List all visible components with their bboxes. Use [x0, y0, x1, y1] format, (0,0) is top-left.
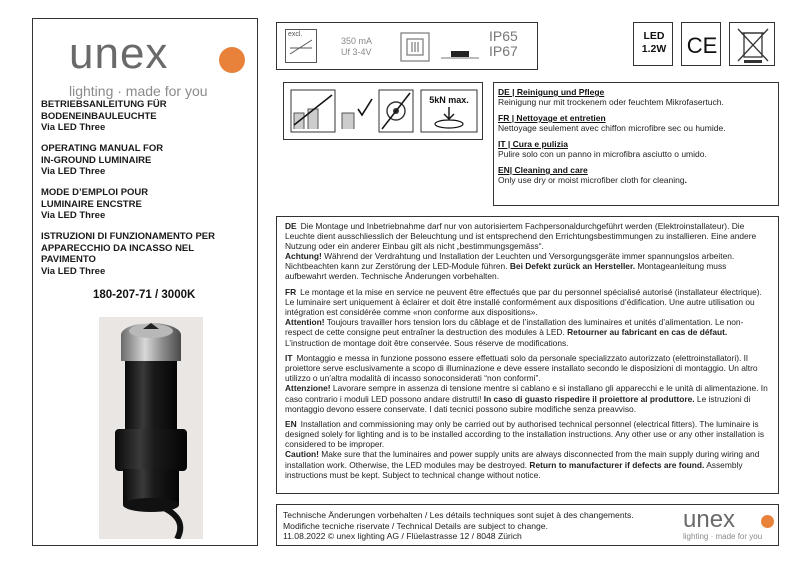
instruction-text: Montaggio e messa in funzione possono essere effettuati solo da personale specializzato autorizzato (elettroinstallatori). Il proiettore serve esclusivamente a scopo di illuminazione e deve essere installato secondo le disposizioni di montaggio. Un altro utilizzo o un’altra modalità di incasso sonoconsiderati “non conformi”.: [285, 353, 758, 384]
led-wattage: 1.2W: [641, 43, 667, 55]
care-heading: EN| Cleaning and care: [498, 165, 588, 175]
warning-label: Attention!: [285, 317, 325, 328]
led-power-badge: [633, 22, 673, 66]
care-body: [498, 123, 774, 133]
language-code: IT: [285, 353, 293, 364]
footer-logo-dot-icon: [761, 515, 774, 528]
care-section-it: [498, 139, 774, 159]
instruction-text: Während der Verdrahtung und Installation der Leuchten und Versorgungsgeräte immer spannungslos arbeiten. Nichtbeachten kann zur Zerstörung der LED-Module führen.: [285, 251, 735, 272]
instruction-emphasis: In caso di guasto rispedire il proiettore al produttore.: [483, 393, 695, 404]
instruction-emphasis: Return to manufacturer if defects are found.: [529, 459, 705, 470]
care-heading: DE | Reinigung und Pflege: [498, 87, 605, 97]
manual-title-line: PAVIMENTO: [41, 254, 96, 265]
footer-logo-wordmark: unex: [683, 506, 736, 533]
footer-text: [283, 510, 663, 542]
instruction-text: Assembly instructions must be kept. Subject to technical change without notice.: [285, 459, 743, 480]
max-load-icon: [420, 89, 478, 133]
warning-label: Achtung!: [285, 251, 322, 262]
footer-copyright: 11.08.2022 © unex lighting AG / Flüelastrasse 12 / 8048 Zürich: [283, 531, 522, 541]
no-water-accumulation-icon: [378, 89, 414, 133]
instruction-text: Lavorare sempre in assenza di tensione mentre si cablano e si installano gli apparecchi e le unità di alimentazione. In caso contrario i moduli LED possono andare distrutti!: [285, 383, 768, 404]
unex-logo: [69, 29, 239, 99]
manual-title-line: LUMINAIRE ENCSTRE: [41, 198, 142, 210]
care-heading: IT | Cura e pulizia: [498, 139, 568, 149]
instruction-text: L’instruction de montage doit être conservée. Sous réserve de modifications.: [285, 337, 569, 348]
driver-excluded-icon: [285, 29, 317, 63]
led-label: LED: [643, 30, 665, 42]
language-code: DE: [285, 221, 297, 231]
instruction-emphasis: Bei Defekt zurück an Hersteller.: [509, 261, 636, 272]
warning-label: Caution!: [285, 449, 319, 460]
flush-install-check-icon: [340, 89, 376, 133]
care-body: [498, 175, 774, 185]
manual-title-en: [41, 143, 251, 178]
flush-mount-icon: [441, 37, 479, 59]
title-panel: [32, 18, 258, 546]
instructions-fr: [285, 287, 770, 348]
ip-rating-1: IP65: [489, 28, 518, 44]
ce-mark-icon: [681, 22, 721, 66]
instructions-it: [285, 353, 770, 414]
ce-mark-text: CE: [686, 33, 718, 58]
protection-class-icon: [399, 31, 431, 63]
footer-line: Modifiche tecniche riservate / Technical Details are subject to change.: [283, 520, 548, 531]
care-icon-strip: [283, 82, 483, 140]
instruction-text: Make sure that the luminaires and power supply units are always disconnected from the main supply during wiring and installation work. Otherwise, the LED modules may be destroyed.: [285, 449, 760, 470]
no-recess-install-icon: [290, 89, 336, 133]
manual-product-name: Via LED Three: [41, 166, 106, 177]
ip-rating: [489, 29, 518, 59]
manual-product-name: Via LED Three: [41, 122, 106, 133]
footer-logo-tagline: lighting · made for you: [683, 532, 763, 541]
care-body-text: Only use dry or moist microfiber cloth for cleaning: [498, 175, 685, 185]
manual-title-fr: [41, 187, 251, 222]
care-body-text: Pulire solo con un panno in microfibra asciutto o umido.: [498, 149, 707, 159]
footer-box: [276, 504, 779, 546]
manual-title-line: MODE D’EMPLOI POUR: [41, 187, 149, 198]
instruction-text: Die Montage und Inbetriebnahme darf nur von autorisiertem Fachpersonaldurchgeführt werden (Elektroinstallateur). Die Leuchte dient ausschliesslich der Beleuchtung und ist entsprechend den Errichtungsbestimmungen zu installieren. Eine andere Nutzung oder ein anderer Einbau gilt als nicht „bestimmungsgemäss“.: [285, 221, 757, 252]
weee-bin-icon: [729, 22, 775, 66]
logo-dot-icon: [219, 47, 245, 73]
instruction-text: Installation and commissioning may only be carried out by authorised technical personnel (electrical fitters). The luminaire is designed solely for lighting and is to be installed according to the installation instructions. Any other use or any other installation is considered to be improper.: [285, 419, 765, 450]
instructions-en: [285, 419, 770, 480]
footer-logo: [683, 507, 775, 543]
manual-title-it: [41, 231, 251, 277]
care-heading: FR | Nettoyage et entretien: [498, 113, 606, 123]
manual-title-line: BODENEINBAULEUCHTE: [41, 110, 157, 122]
manual-title-line: OPERATING MANUAL FOR: [41, 143, 164, 154]
spec-icon-strip: [276, 22, 538, 70]
logo-wordmark: unex: [69, 29, 169, 78]
safety-instructions-box: [276, 216, 779, 494]
footer-line: Technische Änderungen vorbehalten / Les détails techniques sont sujet à des changements.: [283, 510, 634, 520]
manual-product-name: Via LED Three: [41, 210, 106, 221]
max-load-label: 5kN max.: [429, 95, 469, 105]
cleaning-care-box: [493, 82, 779, 206]
care-body-text: Nettoyage seulement avec chiffon microfibre sec ou humide.: [498, 123, 726, 133]
instruction-text: Toujours travailler hors tension lors du câblage et de l’installation des luminaires et unités d’alimentation. Le non-respect de cette consigne peut entraîner la destruction des modules à LED.: [285, 317, 744, 338]
manual-title-line: APPARECCHIO DA INCASSO NEL: [41, 242, 195, 254]
instruction-text: Le montage et la mise en service ne peuvent être effectués que par du personnel spécialisé autorisé (installateur électrique). Le luminaire sert uniquement à éclairer et doit être installé conformément aux dispositions d’édification. Une autre utilisation ou intégration est considérée comme «non conforme aux dispositions».: [285, 287, 762, 318]
ip-rating-2: IP67: [489, 43, 518, 59]
instruction-emphasis: Retourner au fabricant en cas de défaut.: [567, 327, 728, 338]
led-power-label: [634, 30, 674, 56]
manual-title-line: BETRIEBSANLEITUNG FÜR: [41, 99, 167, 110]
manual-product-name: Via LED Three: [41, 265, 106, 277]
voltage-value: Uf 3-4V: [341, 47, 372, 57]
care-body-emphasis: .: [684, 175, 687, 185]
logo-tagline: lighting · made for you: [69, 83, 208, 99]
care-section-fr: [498, 113, 774, 133]
article-number: 180-207-71 / 3000K: [93, 289, 196, 301]
manual-title-line: ISTRUZIONI DI FUNZIONAMENTO PER: [41, 231, 215, 242]
care-section-en: [498, 165, 774, 185]
warning-label: Attenzione!: [285, 383, 331, 394]
language-code: FR: [285, 287, 297, 298]
manual-title-line: IN-GROUND LUMINAIRE: [41, 154, 152, 166]
instructions-de: [285, 221, 770, 282]
product-photo-icon: [99, 317, 203, 539]
instruction-text: Montageanleitung muss aufbewahrt werden. Technische Änderungen vorbehalten.: [285, 261, 727, 282]
care-body-text: Reinigung nur mit trockenem oder feuchtem Mikrofasertuch.: [498, 97, 724, 107]
current-value: 350 mA: [341, 36, 373, 46]
excl-label: excl.: [288, 31, 303, 38]
care-body: [498, 97, 774, 107]
language-code: EN: [285, 419, 297, 430]
care-body: [498, 149, 774, 159]
instruction-text: Le istruzioni di montaggio devono essere conservate. I dati tecnici possono subire modifiche senza preavviso.: [285, 393, 751, 414]
manual-title-de: [41, 99, 251, 134]
current-rating: [341, 36, 372, 58]
care-section-de: [498, 87, 774, 107]
